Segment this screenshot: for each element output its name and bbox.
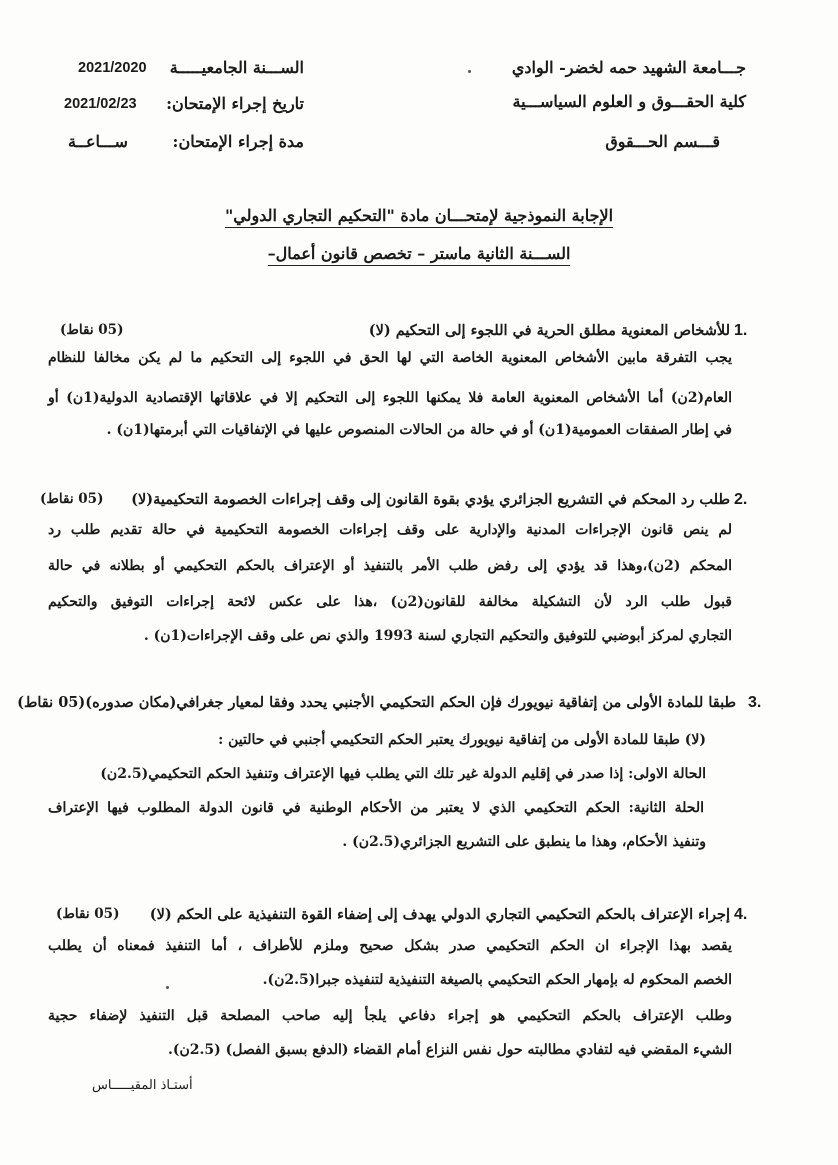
question-number: 3.	[748, 694, 762, 711]
answer-line: يجب التفرقة مابين الأشخاص المعنوية الخاصة التي لها الحق في اللجوء إلى التحكيم ما لم يكن مخالفا للنظام	[48, 350, 732, 366]
document-title-line2: الســـنة الثانية ماستر – تخصص قانون أعمال–	[268, 244, 571, 266]
question-number: 4.	[734, 906, 748, 923]
department-name: قـــسم الحـــقوق	[605, 132, 720, 151]
faculty-name: كلية الحقـــوق و العلوم السياســـية	[512, 92, 746, 111]
answer-line: وطلب الإعتراف بالحكم التحكيمي هو إجراء دفاعي يلجأ إليه صاحب المصلحة قبل التنفيذ لإضفاء حجية	[48, 1008, 732, 1024]
answer-line: التجاري لمركز أبوضبي للتوفيق والتحكيم التجاري لسنة 1993 والذي نص على وقف الإجراءات(1ن) .	[143, 628, 732, 644]
document-subtitle	[0, 244, 838, 263]
document-title	[0, 206, 838, 225]
academic-year-value: 2021/2020	[78, 60, 147, 76]
question-title: طبقا للمادة الأولى من إتفاقية نيويورك فإن الحكم التحكيمي الأجنبي يحدد وفقا لمعيار جغرافي(مكان صدوره)(05 نقاط)	[17, 694, 736, 711]
scan-speck	[166, 986, 169, 989]
question-points: (05 نقاط)	[40, 491, 104, 507]
answer-line: وتنفيذ الأحكام، وهذا ما ينطبق على التشريع الجزائري(2.5ن) .	[342, 834, 706, 850]
answer-line: العام(2ن) أما الأشخاص المعنوية العامة فلا يمكنها اللجوء إلى التحكيم إلا في علاقاتها الإقتصادية الدولية(1ن) أو	[48, 390, 732, 406]
answer-line: قبول طلب الرد لأن التشكيلة مخالفة للقانون(2ن) ،هذا على عكس لائحة إجراءات التوفيق والتحكيم	[48, 594, 733, 610]
question-title: إجراء الإعتراف بالحكم التحكيمي التجاري الدولي يهدف إلى إضفاء القوة التنفيذية على الحكم (لا)	[149, 906, 730, 923]
academic-year	[78, 58, 304, 82]
answer-line: الحلة الثانية: الحكم التحكيمي الذي لا يعتبر من الأحكام الوطنية في قانون الدولة المطلوب فيها الإعتراف	[48, 800, 704, 816]
answer-line: لم ينص قانون الإجراءات المدنية والإدارية على وقف إجراءات الخصومة التحكيمية في حالة تقديم طلب رد	[48, 522, 732, 538]
scan-speck	[468, 70, 471, 73]
academic-year-label: الســـنة الجامعيـــــة	[169, 58, 304, 77]
university-name: جـــامعة الشهيد حمه لخضر- الوادي	[511, 58, 746, 77]
signature-label: أستـاذ المقيـــــاس	[92, 1078, 193, 1093]
exam-duration-label: مدة إجراء الإمتحان:	[172, 132, 304, 151]
exam-duration	[68, 132, 304, 156]
question-number: 1.	[734, 322, 748, 339]
exam-date	[64, 94, 304, 118]
exam-duration-value: ســـاعــة	[68, 132, 128, 151]
answer-line: في إطار الصفقات العمومية(1ن) أو في حالة من الحالات المنصوص عليها في الإتفاقيات التي أبرمتها(1ن) .	[106, 422, 732, 438]
answer-line: (لا) طبقا للمادة الأولى من إتفاقية نيويورك يعتبر الحكم التحكيمي أجنبي في حالتين :	[218, 732, 706, 748]
answer-line: الخصم المحكوم له بإمهار الحكم التحكيمي بالصيغة التنفيذية لتنفيذه جبرا(2.5ن).	[262, 972, 732, 988]
answer-line: يقصد بهذا الإجراء ان الحكم التحكيمي صدر بشكل صحيح وملزم للأطراف ، أما التنفيذ فمعناه أن يطلب	[48, 938, 732, 954]
answer-line: المحكم (2ن)،وهذا قد يؤدي إلى رفض طلب الأمر بالتنفيذ أو الإعتراف بالحكم التحكيمي أو بطلانه في حالة	[48, 558, 732, 574]
answer-line: الشيء المقضي فيه لتفادي مطالبته حول نفس النزاع أمام القضاء (الدفع بسبق الفصل) (2.5ن).	[167, 1042, 732, 1058]
question-points: (05 نقاط)	[60, 322, 124, 338]
question-number: 2.	[734, 491, 748, 508]
document-title-line1: الإجابة النموذجية لإمتحـــان مادة "التحكيم التجاري الدولي"	[225, 206, 613, 228]
question-points: (05 نقاط)	[56, 906, 120, 922]
question-title: للأشخاص المعنوية مطلق الحرية في اللجوء إلى التحكيم (لا)	[368, 322, 730, 339]
answer-line: الحالة الاولى: إذا صدر في إقليم الدولة غير تلك التي يطلب فيها الإعتراف وتنفيذ الحكم التحكيمي(2.5ن)	[100, 766, 706, 782]
exam-date-value: 2021/02/23	[64, 96, 137, 112]
exam-date-label: تاريخ إجراء الإمتحان:	[166, 94, 304, 113]
question-title: طلب رد المحكم في التشريع الجزائري يؤدي بقوة القانون إلى وقف إجراءات الخصومة التحكيمية(لا)	[131, 491, 730, 508]
